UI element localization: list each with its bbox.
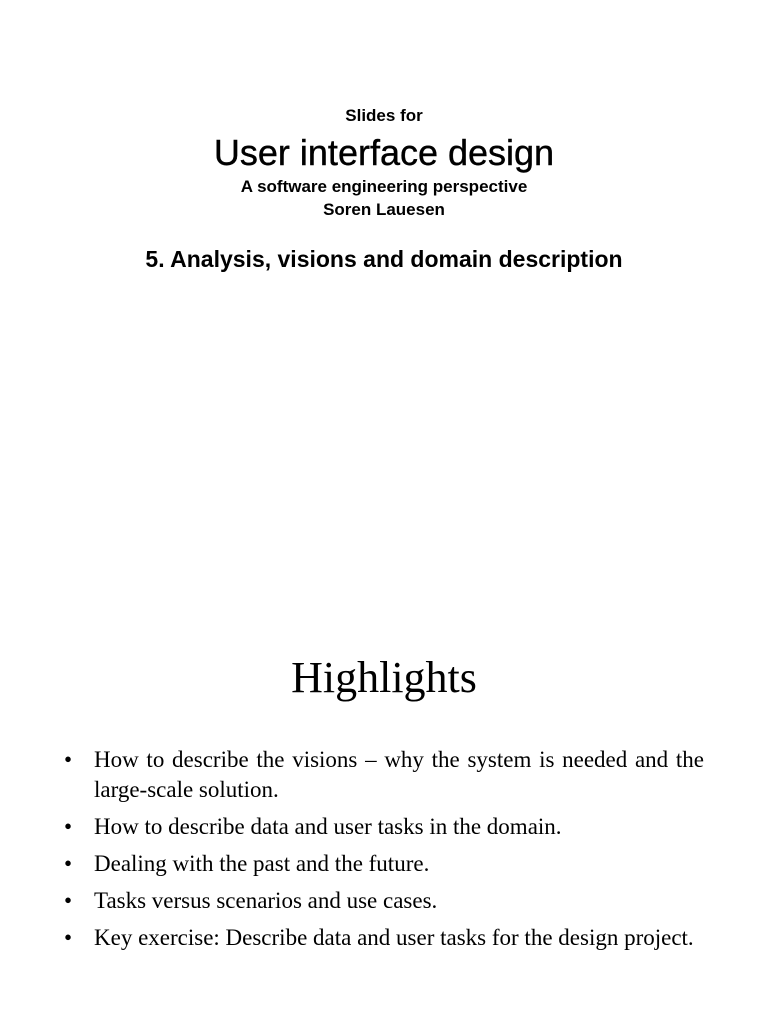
bullet-icon: •	[64, 747, 73, 772]
subtitle: A software engineering perspective	[240, 177, 528, 196]
list-item	[64, 886, 704, 916]
bullet-icon: •	[64, 888, 73, 913]
list-item	[64, 812, 704, 842]
list-item-text: Dealing with the past and the future.	[94, 851, 430, 876]
slide-title: User interface design	[213, 132, 555, 173]
highlights-title: Highlights	[291, 653, 477, 702]
list-item	[64, 745, 704, 805]
bullet-icon: •	[64, 925, 73, 950]
list-item-text: How to describe data and user tasks in the domain.	[94, 814, 562, 839]
list-item-text: Key exercise: Describe data and user tasks for the design project.	[94, 925, 694, 950]
bullet-icon: •	[64, 851, 73, 876]
author: Soren Lauesen	[323, 200, 445, 219]
bullet-icon: •	[64, 814, 73, 839]
list-item	[64, 923, 704, 953]
highlights-list	[64, 745, 704, 960]
highlights-slide	[0, 512, 768, 1024]
list-item	[64, 849, 704, 879]
list-item-text: How to describe the visions – why the system is needed and the large-scale solution.	[94, 747, 704, 802]
chapter-title: 5. Analysis, visions and domain description	[145, 246, 623, 272]
list-item-text: Tasks versus scenarios and use cases.	[94, 888, 438, 913]
pre-title: Slides for	[345, 106, 423, 125]
